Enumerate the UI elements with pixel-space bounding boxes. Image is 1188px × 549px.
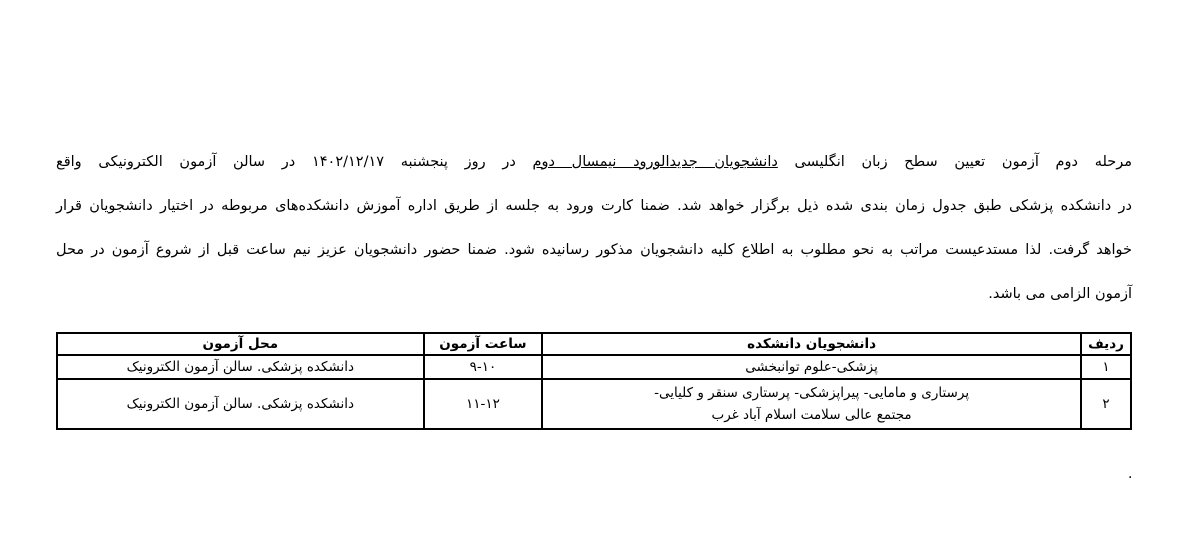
row-number: ۲: [1081, 379, 1131, 429]
exam-location-cell: دانشکده پزشکی. سالن آزمون الکترونیک: [57, 379, 424, 429]
paragraph-line-4: آزمون الزامی می باشد.: [988, 286, 1132, 302]
table-header-row: [57, 333, 1131, 355]
exam-location-cell: دانشکده پزشکی. سالن آزمون الکترونیک: [57, 355, 424, 379]
paragraph-underlined-text: دانشجویان جدیدالورود نیمسال دوم: [532, 154, 778, 170]
header-exam-location: محل آزمون: [57, 333, 424, 355]
table-row: [57, 379, 1131, 429]
exam-schedule-table: [56, 332, 1132, 430]
faculty-line-2: مجتمع عالی سلامت اسلام آباد غرب: [711, 407, 912, 423]
paragraph-line-2: در دانشکده پزشکی طبق جدول زمان بندی شده ذیل برگزار خواهد شد. ضمنا کارت ورود به جلسه از طریق اداره آموزش دانشکده‌های مربوطه در اختیار دانشجویان قرار: [56, 198, 1132, 214]
announcement-paragraph: [56, 140, 1132, 316]
header-row-number: ردیف: [1081, 333, 1131, 355]
faculty-cell: [542, 355, 1081, 379]
faculty-line-1: پزشکی-علوم توانبخشی: [745, 359, 878, 375]
paragraph-line-3: خواهد گرفت. لذا مستدعیست مراتب به نحو مطلوب به اطلاع کلیه دانشجویان مذکور رسانیده شود. ضمنا حضور دانشجویان عزیز نیم ساعت قبل از شروع آزمون در محل: [56, 242, 1132, 258]
exam-time-cell: ۹-۱۰: [424, 355, 542, 379]
faculty-line-1: پرستاری و مامایی- پیراپزشکی- پرستاری سنقر و کلیایی-: [654, 385, 970, 401]
row-number: ۱: [1081, 355, 1131, 379]
exam-time-cell: ۱۱-۱۲: [424, 379, 542, 429]
faculty-cell: [542, 379, 1081, 429]
paragraph-line-1: [56, 140, 1132, 184]
paragraph-line-1-pre: مرحله دوم آزمون تعیین سطح زبان انگلیسی: [777, 154, 1133, 170]
paragraph-line-1-post: در روز پنجشنبه ۱۴۰۲/۱۲/۱۷ در سالن آزمون الکترونیکی واقع: [56, 154, 533, 170]
footer-dot: .: [1128, 466, 1133, 482]
table-row: [57, 355, 1131, 379]
header-exam-time: ساعت آزمون: [424, 333, 542, 355]
header-faculty: دانشجویان دانشکده: [542, 333, 1081, 355]
